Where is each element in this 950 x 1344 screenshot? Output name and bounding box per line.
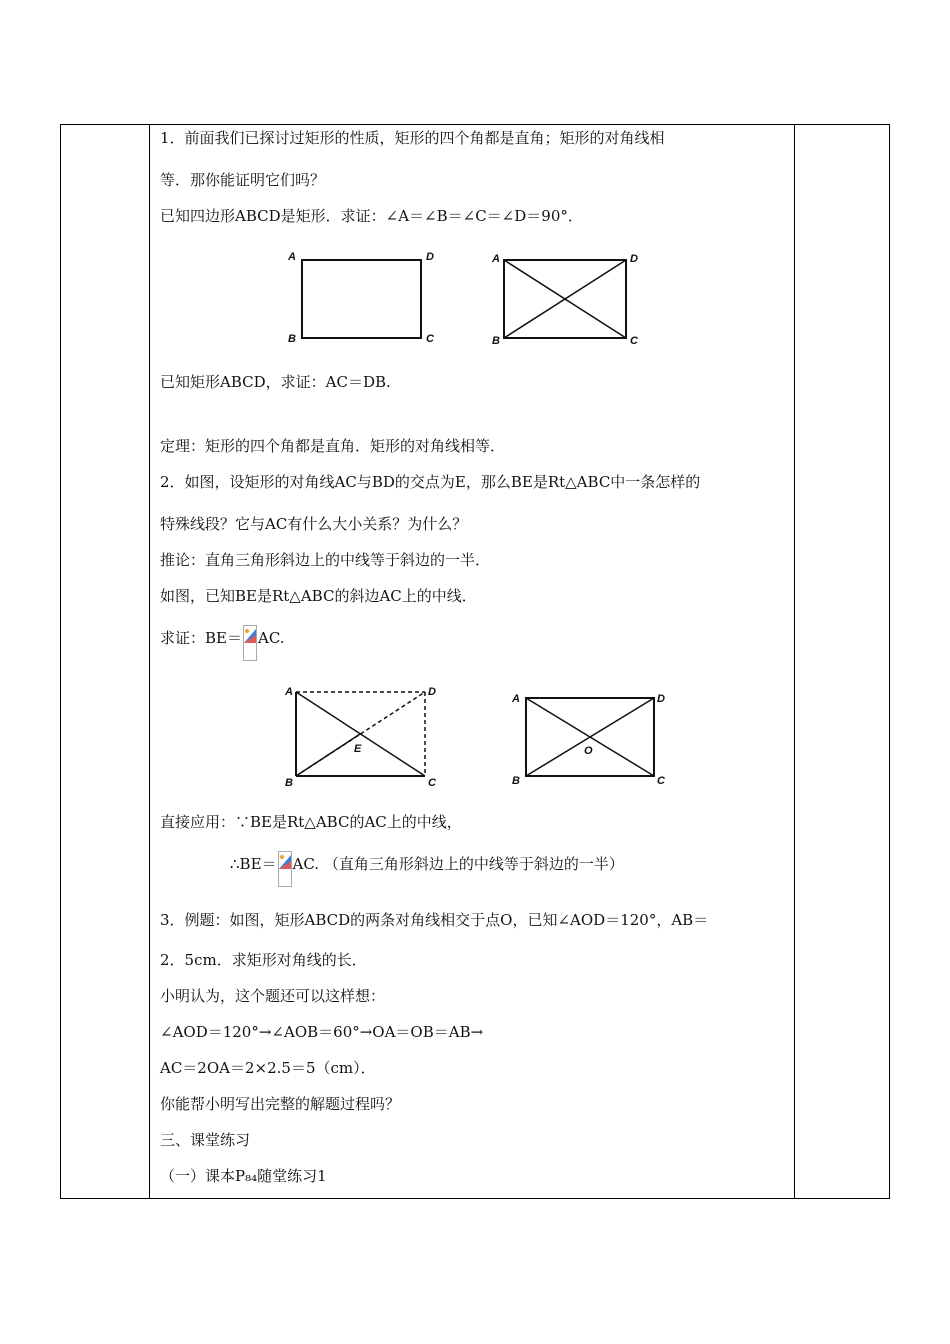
paragraph-3-line-1: 3．例题：如图，矩形ABCD的两条对角线相交于点O，已知∠AOD＝120°，AB＝	[160, 911, 709, 929]
label-c: C	[426, 333, 434, 345]
xiaoming-question: 你能帮小明写出完整的解题过程吗？	[160, 1095, 401, 1113]
label-a: A	[288, 251, 296, 263]
paragraph-1-line-2: 等．那你能证明它们吗？	[160, 171, 326, 189]
label-b: B	[512, 775, 520, 787]
paragraph-2-line-2: 特殊线段？它与AC有什么大小关系？为什么？	[160, 515, 468, 533]
given-statement-3: 如图，已知BE是Rt△ABC的斜边AC上的中线．	[160, 587, 477, 605]
label-d: D	[428, 686, 436, 698]
section-3-heading: 三、课堂练习	[160, 1131, 251, 1149]
paragraph-2-line-1: 2．如图，设矩形的对角线AC与BD的交点为E，那么BE是Rt△ABC中一条怎样的	[160, 473, 701, 491]
corollary: 推论：直角三角形斜边上的中线等于斜边的一半．	[160, 551, 491, 569]
prove-prefix: 求证：BE＝	[160, 629, 242, 647]
label-c: C	[630, 335, 638, 347]
label-c: C	[428, 777, 436, 789]
figure-rectangle-midpoint-e	[282, 684, 442, 790]
label-d: D	[630, 253, 638, 265]
label-a: A	[285, 686, 293, 698]
label-b: B	[288, 333, 296, 345]
conclusion-prefix: ∴BE＝	[230, 855, 277, 873]
label-a: A	[492, 253, 500, 265]
label-b: B	[285, 777, 293, 789]
conclusion-suffix: AC. （直角三角形斜边上的中线等于斜边的一半）	[292, 855, 624, 873]
fraction-image	[278, 855, 292, 873]
label-e: E	[354, 743, 362, 755]
fraction-image	[243, 629, 257, 647]
paragraph-3-line-2: 2．5cm．求矩形对角线的长．	[160, 951, 367, 969]
given-statement-2: 已知矩形ABCD，求证：AC＝DB.	[160, 373, 391, 391]
column-divider-right	[794, 125, 795, 1198]
column-divider-left	[149, 125, 150, 1198]
prove-suffix: AC.	[257, 629, 285, 647]
prove-statement	[160, 628, 285, 648]
label-b: B	[492, 335, 500, 347]
theorem: 定理：矩形的四个角都是直角．矩形的对角线相等．	[160, 437, 506, 455]
given-statement-1: 已知四边形ABCD是矩形．求证：∠A＝∠B＝∠C＝∠D＝90°．	[160, 207, 583, 225]
label-a: A	[512, 693, 520, 705]
label-o: O	[584, 745, 593, 757]
label-d: D	[657, 693, 665, 705]
xiaoming-chain-1: ∠AOD＝120°→∠AOB＝60°→OA＝OB＝AB→	[160, 1023, 484, 1041]
xiaoming-intro: 小明认为，这个题还可以这样想：	[160, 987, 386, 1005]
xiaoming-chain-2: AC＝2OA＝2×2.5＝5（cm）．	[160, 1059, 376, 1077]
paragraph-1-line-1: 1．前面我们已探讨过矩形的性质，矩形的四个角都是直角；矩形的对角线相	[160, 129, 665, 147]
label-c: C	[657, 775, 665, 787]
figure-rectangle-diagonals	[488, 248, 648, 348]
figure-rectangle-center-o	[508, 688, 668, 788]
figure-rectangle	[282, 246, 442, 346]
exercise-1: （一）课本P₈₄随堂练习1	[160, 1167, 327, 1185]
conclusion-statement	[230, 854, 624, 874]
direct-application: 直接应用：∵BE是Rt△ABC的AC上的中线，	[160, 813, 462, 831]
label-d: D	[426, 251, 434, 263]
